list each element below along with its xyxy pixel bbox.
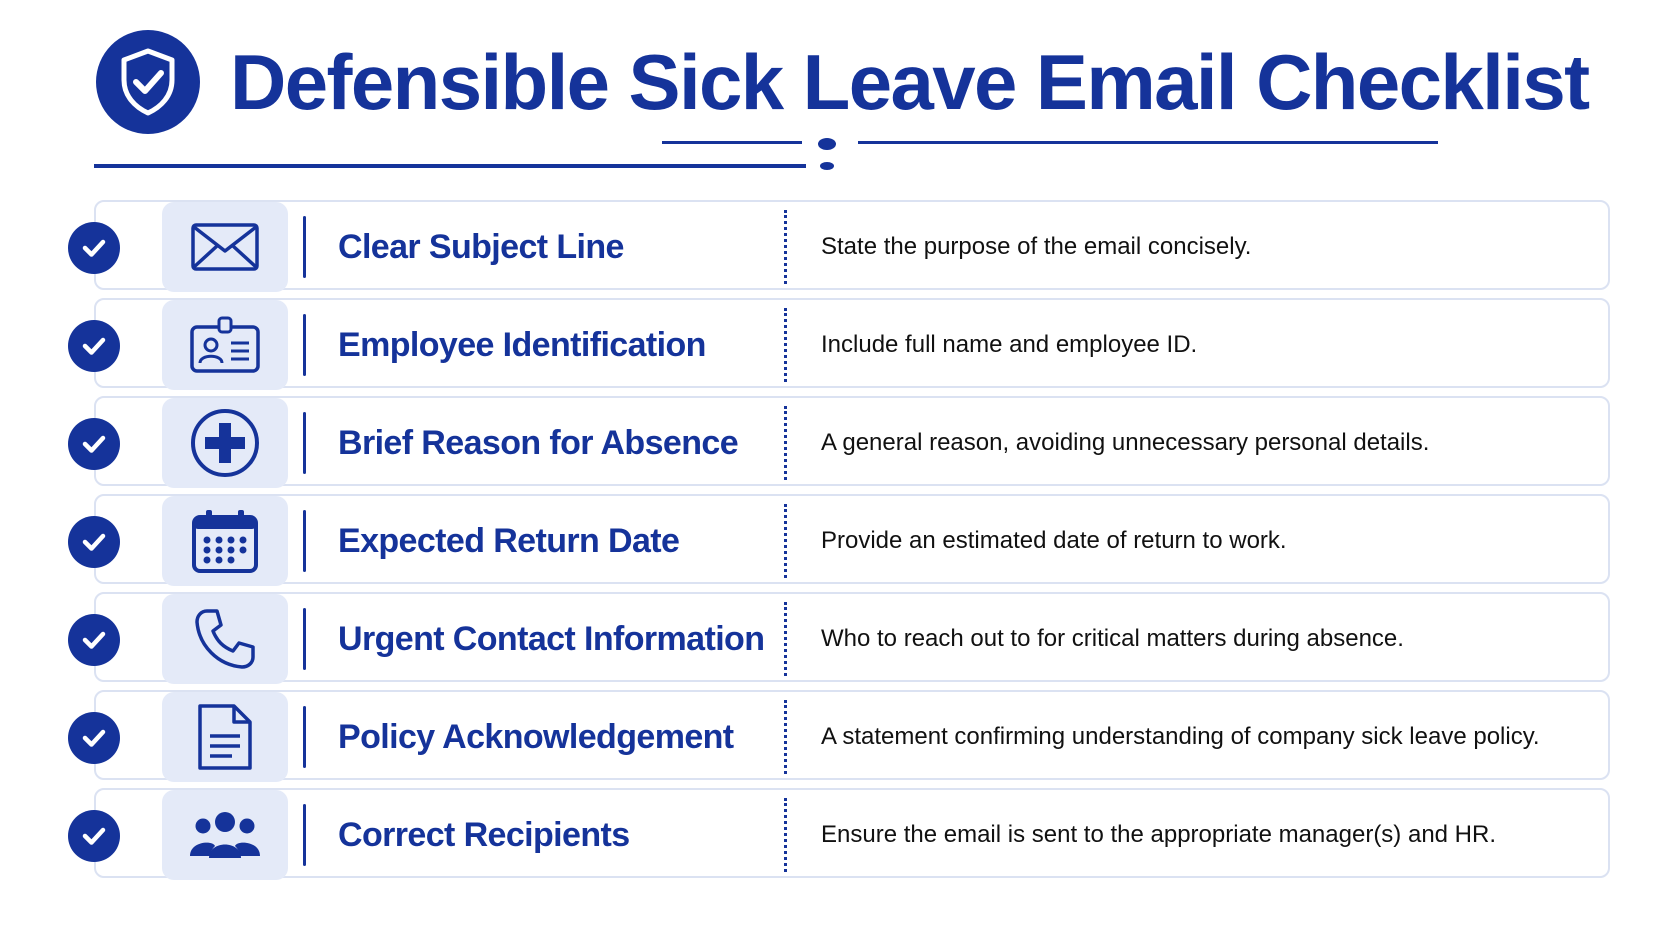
- document-icon: [162, 692, 288, 782]
- shield-check-icon: [96, 30, 200, 134]
- item-label: Expected Return Date: [338, 522, 680, 560]
- dotted-divider: [784, 406, 787, 480]
- check-icon: [68, 516, 120, 568]
- checklist-item-subject-line: [0, 200, 1672, 294]
- item-description: State the purpose of the email concisely.: [821, 233, 1252, 260]
- item-label: Policy Acknowledgement: [338, 718, 734, 756]
- item-description: Include full name and employee ID.: [821, 331, 1198, 358]
- divider: [303, 412, 306, 474]
- item-label: Employee Identification: [338, 326, 706, 364]
- item-description: Provide an estimated date of return to work.: [821, 527, 1287, 554]
- item-label: Urgent Contact Information: [338, 620, 765, 658]
- header: [0, 0, 1672, 180]
- title-underline: [94, 164, 806, 168]
- divider: [303, 314, 306, 376]
- dotted-divider: [784, 308, 787, 382]
- group-icon: [162, 790, 288, 880]
- title-underline-accent: [662, 141, 802, 144]
- dotted-divider: [784, 504, 787, 578]
- item-description: A general reason, avoiding unnecessary personal details.: [821, 429, 1430, 456]
- id-badge-icon: [162, 300, 288, 390]
- medical-cross-icon: [162, 398, 288, 488]
- page-title: Defensible Sick Leave Email Checklist: [230, 38, 1589, 126]
- checklist-item-urgent-contact: [0, 592, 1672, 686]
- calendar-icon: [162, 496, 288, 586]
- divider: [303, 608, 306, 670]
- item-description: Who to reach out to for critical matters during absence.: [821, 625, 1404, 652]
- checklist-item-correct-recipients: [0, 788, 1672, 882]
- check-icon: [68, 222, 120, 274]
- item-label: Clear Subject Line: [338, 228, 624, 266]
- checklist-item-policy-acknowledgement: [0, 690, 1672, 784]
- checklist-item-return-date: [0, 494, 1672, 588]
- checklist-item-reason-for-absence: [0, 396, 1672, 490]
- title-underline-right: [858, 141, 1438, 144]
- envelope-icon: [162, 202, 288, 292]
- check-icon: [68, 712, 120, 764]
- checklist-item-employee-identification: [0, 298, 1672, 392]
- item-label: Brief Reason for Absence: [338, 424, 739, 462]
- divider: [303, 216, 306, 278]
- check-icon: [68, 614, 120, 666]
- item-description: A statement confirming understanding of company sick leave policy.: [821, 723, 1540, 750]
- phone-icon: [162, 594, 288, 684]
- check-icon: [68, 418, 120, 470]
- divider: [303, 706, 306, 768]
- dotted-divider: [784, 798, 787, 872]
- dotted-divider: [784, 210, 787, 284]
- check-icon: [68, 320, 120, 372]
- item-description: Ensure the email is sent to the appropriate manager(s) and HR.: [821, 821, 1497, 848]
- dotted-divider: [784, 602, 787, 676]
- divider: [303, 510, 306, 572]
- title-underline-ornament: [818, 138, 836, 170]
- dotted-divider: [784, 700, 787, 774]
- divider: [303, 804, 306, 866]
- check-icon: [68, 810, 120, 862]
- item-label: Correct Recipients: [338, 816, 630, 854]
